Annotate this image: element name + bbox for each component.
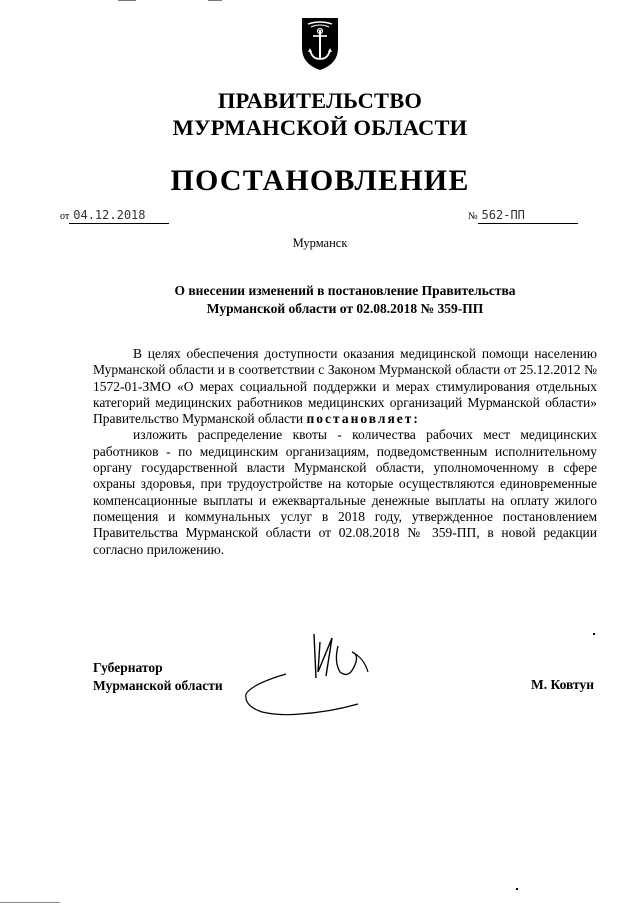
signatory-title xyxy=(93,659,223,695)
signatory-title-line1: Губернатор xyxy=(93,660,163,675)
organization-name-line2: МУРМАНСКОЙ ОБЛАСТИ xyxy=(172,115,468,140)
number-value: 562-ПП xyxy=(478,208,578,224)
subject-line2: Мурманской области от 02.08.2018 № 359-ПП xyxy=(206,301,484,316)
signatory-title-line2: Мурманской области xyxy=(93,678,223,693)
organization-name-line1: ПРАВИТЕЛЬСТВО xyxy=(217,88,423,113)
subject-line1: О внесении изменений в постановление Правительства xyxy=(174,283,516,298)
coat-of-arms-icon xyxy=(298,14,342,72)
scan-mark-bottom xyxy=(0,902,60,903)
date-value: 04.12.2018 xyxy=(69,208,169,224)
date-prefix: от xyxy=(60,211,70,222)
number-prefix: № xyxy=(468,211,478,222)
handwritten-signature xyxy=(240,628,390,724)
body-paragraph-1-text: В целях обеспечения доступности оказания медицинской помощи населению Мурманской области и в соответствии с Законом Мурманской области от 25.12.2012 № 1572-01-ЗМО «О мерах социальной поддержки и мерах стимулирования отдельных категорий медицинских работников медицинских организаций Мурманской области» Правительство Мурманской области xyxy=(93,346,597,427)
decree-word: постановляет: xyxy=(306,411,420,427)
document-number xyxy=(468,208,578,224)
scan-dot xyxy=(516,888,518,890)
city-name: Мурманск xyxy=(292,236,348,250)
signatory-name: М. Ковтун xyxy=(531,677,594,692)
document-type-title: ПОСТАНОВЛЕНИЕ xyxy=(170,164,470,197)
scan-dot xyxy=(593,633,595,635)
body-paragraph-2: изложить распределение квоты - количества рабочих мест медицинских работников - по медицинским организациям, подведомственным исполнительному органу государственной власти Мурманской области, уполномоченному в сфере охраны здоровья, при трудоустройстве на которые осуществляются единовременные компенсационные выплаты и ежеквартальные денежные выплаты на оплату жилого помещения и коммунальных услуг в 2018 году, утвержденное постановлением Правительства Мурманской области от 02.08.2018 № 359-ПП, в новой редакции согласно приложению. xyxy=(93,427,597,557)
document-subject xyxy=(145,282,545,318)
body-paragraph-1 xyxy=(93,346,597,427)
document-date xyxy=(60,208,169,224)
document-body xyxy=(93,346,597,558)
